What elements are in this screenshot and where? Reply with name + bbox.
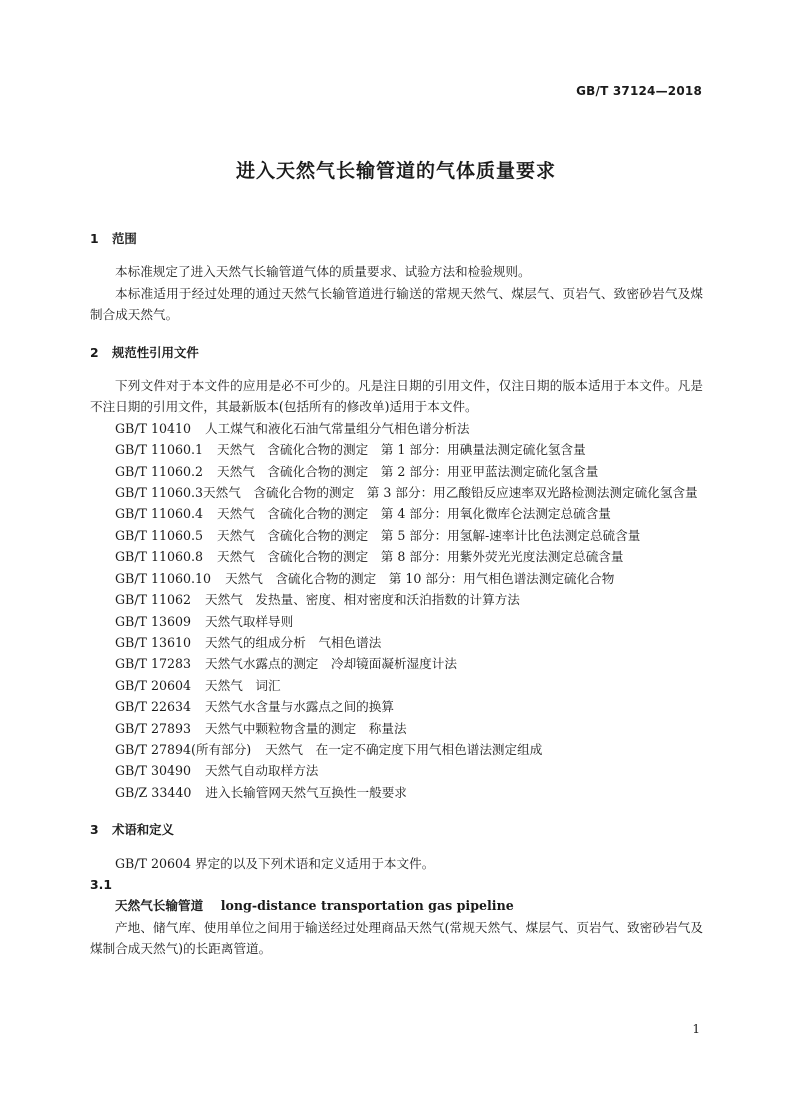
ref-code: GB/T 11060.3 <box>115 485 204 501</box>
ref-title: 天然气 含硫化合物的测定 第 2 部分：用亚甲蓝法测定硫化氢含量 <box>217 463 599 479</box>
ref-title: 天然气 含硫化合物的测定 第 4 部分：用氧化微库仑法测定总硫含量 <box>217 506 611 522</box>
ref-code: GB/T 22634 <box>115 699 192 715</box>
section-2-heading <box>90 342 703 363</box>
ref-title: 天然气 发热量、密度、相对密度和沃泊指数的计算方法 <box>205 592 520 608</box>
ref-code: GB/T 11060.5 <box>115 527 204 543</box>
section-3-heading <box>90 819 703 840</box>
ref-code: GB/T 13609 <box>115 613 192 629</box>
ref-title: 天然气水含量与水露点之间的换算 <box>205 699 394 715</box>
reference-item <box>90 632 703 653</box>
paragraph: GB/T 20604 界定的以及下列术语和定义适用于本文件。 <box>115 855 435 871</box>
ref-title: 天然气自动取样方法 <box>205 763 319 779</box>
ref-title: 天然气水露点的测定 冷却镜面凝析湿度计法 <box>205 656 457 672</box>
ref-title: 天然气 含硫化合物的测定 第 3 部分：用乙酸铅反应速率双光路检测法测定硫化氢含量 <box>203 485 698 501</box>
section-title: 术语和定义 <box>112 822 174 838</box>
reference-item <box>90 568 703 589</box>
term-name-zh: 天然气长输管道 <box>115 898 204 914</box>
ref-title: 人工煤气和液化石油气常量组分气相色谱分析法 <box>205 420 470 436</box>
reference-item <box>90 525 703 546</box>
ref-code: GB/T 30490 <box>115 763 192 779</box>
ref-title: 天然气的组成分析 气相色谱法 <box>205 634 382 650</box>
reference-item <box>90 418 703 439</box>
term-number: 3.1 <box>90 876 112 892</box>
reference-item <box>90 611 703 632</box>
document-body <box>90 228 703 960</box>
reference-item <box>90 461 703 482</box>
section-title: 范围 <box>112 231 137 246</box>
ref-code: GB/T 20604 <box>115 677 192 693</box>
ref-title: 天然气 含硫化合物的测定 第 1 部分：用碘量法测定硫化氢含量 <box>217 442 586 458</box>
section-number: 2 <box>90 344 99 360</box>
section-1-heading <box>90 228 703 249</box>
term-name-en: long-distance transportation gas pipeline <box>220 898 514 914</box>
section-number: 1 <box>90 231 99 246</box>
ref-code: GB/T 13610 <box>115 634 192 650</box>
ref-code: GB/T 11060.8 <box>115 549 204 565</box>
reference-item <box>90 696 703 717</box>
page-number: 1 <box>692 1022 700 1036</box>
ref-code: GB/T 27894(所有部分) <box>115 741 252 757</box>
reference-item <box>90 782 703 803</box>
ref-code: GB/T 11060.2 <box>115 463 204 479</box>
ref-title: 天然气 含硫化合物的测定 第 5 部分：用氢解-速率计比色法测定总硫含量 <box>217 527 641 543</box>
ref-code: GB/T 10410 <box>115 420 192 436</box>
section-title: 规范性引用文件 <box>112 344 199 360</box>
ref-code: GB/T 11060.1 <box>115 442 204 458</box>
reference-item <box>90 718 703 739</box>
document-title: 进入天然气长输管道的气体质量要求 <box>235 160 556 182</box>
reference-item <box>90 482 703 503</box>
section-number: 3 <box>90 822 99 838</box>
ref-title: 天然气 词汇 <box>205 677 281 693</box>
ref-code: GB/Z 33440 <box>115 784 192 800</box>
reference-item <box>90 739 703 760</box>
ref-code: GB/T 11060.10 <box>115 570 212 586</box>
paragraph: 下列文件对于本文件的应用是必不可少的。凡是注日期的引用文件，仅注日期的版本适用于本文件。凡是不注日期的引用文件，其最新版本(包括所有的修改单)适用于本文件。 <box>90 378 703 415</box>
ref-title: 天然气 含硫化合物的测定 第 8 部分：用紫外荧光光度法测定总硫含量 <box>217 549 624 565</box>
reference-item <box>90 503 703 524</box>
ref-title: 天然气 含硫化合物的测定 第 10 部分：用气相色谱法测定硫化合物 <box>225 570 615 586</box>
ref-title: 进入长输管网天然气互换性一般要求 <box>205 784 407 800</box>
ref-code: GB/T 11062 <box>115 592 192 608</box>
ref-code: GB/T 11060.4 <box>115 506 204 522</box>
ref-title: 天然气中颗粒物含量的测定 称量法 <box>205 720 407 736</box>
ref-title: 天然气取样导则 <box>205 613 294 629</box>
term-definition: 产地、储气库、使用单位之间用于输送经过处理商品天然气(常规天然气、煤层气、页岩气、致密砂岩气及煤制合成天然气)的长距离管道。 <box>90 919 703 957</box>
reference-item <box>90 439 703 460</box>
reference-item <box>90 653 703 674</box>
paragraph: 本标准适用于经过处理的通过天然气长输管道进行输送的常规天然气、煤层气、页岩气、致密砂岩气及煤制合成天然气。 <box>90 285 703 323</box>
reference-item <box>90 546 703 567</box>
reference-item <box>90 760 703 781</box>
reference-item <box>90 589 703 610</box>
paragraph: 本标准规定了进入天然气长输管道气体的质量要求、试验方法和检验规则。 <box>115 264 531 280</box>
term-name <box>90 895 703 916</box>
reference-item <box>90 675 703 696</box>
standard-code: GB/T 37124—2018 <box>576 84 702 98</box>
ref-code: GB/T 27893 <box>115 720 192 736</box>
ref-code: GB/T 17283 <box>115 656 192 672</box>
ref-title: 天然气 在一定不确定度下用气相色谱法测定组成 <box>265 741 543 757</box>
